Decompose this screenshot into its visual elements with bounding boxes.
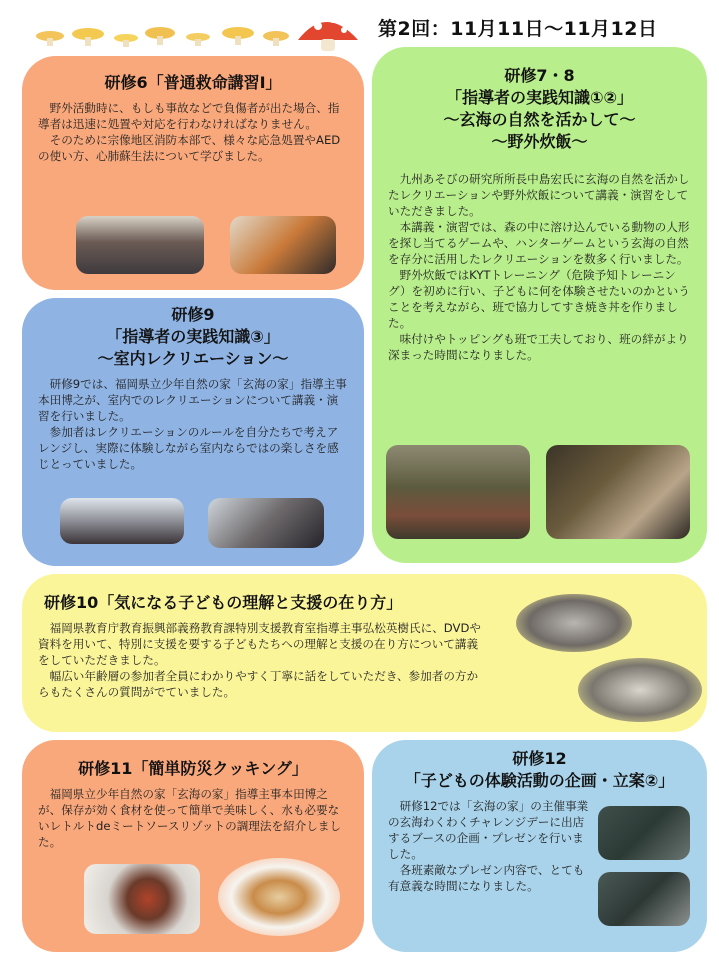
paragraph: 九州あそびの研究所所長中島宏氏に玄海の自然を活かしたレクリエーションや野外炊飯について講義・演習をしていただきました。	[388, 172, 690, 218]
title-line: 「指導者の実践知識①②」	[445, 88, 634, 107]
title-line: 「指導者の実践知識③」	[106, 327, 280, 346]
paragraph: そのために宗像地区消防本部で、様々な応急処置やAEDの使い方、心肺蘇生法について学びました。	[38, 133, 341, 163]
paragraph: 研修9では、福岡県立少年自然の家「玄海の家」指導主事本田博之が、室内でのレクリエーションについて講義・演習を行いました。	[38, 377, 347, 423]
session11-body	[22, 780, 364, 850]
session78-title	[372, 65, 707, 153]
presentation-photo-2	[598, 872, 690, 926]
title-line: 〜野外炊飯〜	[491, 132, 588, 151]
session9-body	[22, 370, 364, 472]
paragraph: 幅広い年齢層の参加者全員にわかりやすく丁寧に話をしていただき、参加者の方からもたくさんの質問がでていました。	[38, 669, 479, 699]
indoor-recreation-photo	[60, 498, 184, 544]
title-line: 研修9	[171, 305, 215, 324]
title-line: 研修12	[512, 749, 567, 768]
paragraph: 本講義・演習では、森の中に溶け込んでいる動物の人形を探し当てるゲームや、ハンターゲームという玄海の自然を存分に活用したレクリエーションを数多く行いました。	[388, 220, 690, 266]
paragraph: 福岡県立少年自然の家「玄海の家」指導主事本田博之が、保存が効く食材を使って簡単で美味しく、水も必要ないレトルトdeミートソースリゾットの調理法を紹介しました。	[38, 787, 342, 849]
session6-body	[22, 94, 364, 164]
lecture-hall-photo	[516, 594, 632, 652]
session9-card	[22, 298, 364, 566]
session9-title	[22, 304, 364, 370]
session11-title: 研修11「簡単防災クッキング」	[78, 759, 308, 778]
participants-photo	[578, 658, 702, 722]
cpr-lecture-photo	[76, 216, 204, 274]
mushroom-icon	[36, 15, 358, 51]
session10-title: 研修10「気になる子どもの理解と支援の在り方」	[44, 593, 403, 612]
mushroom-decoration	[28, 6, 368, 52]
title-line: 〜室内レクリエーション〜	[97, 349, 289, 368]
session78-card	[372, 47, 707, 563]
paragraph: 福岡県教育庁教育振興部義務教育課特別支援教育室指導主事弘松英樹氏に、DVDや資料を用いて、特別に支援を要する子どもたちへの理解と支援の在り方について講義をしていただきました。	[38, 621, 481, 667]
risotto-plate-photo	[218, 858, 340, 936]
paragraph: 各班素敵なプレゼン内容で、とても有意義な時間になりました。	[388, 863, 585, 893]
forest-game-photo	[386, 445, 530, 539]
session10-card	[22, 574, 707, 732]
title-line: 〜玄海の自然を活かして〜	[443, 110, 636, 129]
outdoor-cooking-photo	[546, 445, 690, 539]
session6-title: 研修6「普通救命講習Ⅰ」	[104, 73, 282, 92]
title-line: 研修7・8	[504, 66, 575, 85]
session78-body	[372, 153, 707, 363]
cpr-practice-photo	[230, 216, 336, 274]
paragraph: 野外活動時に、もしも事故などで負傷者が出た場合、指導者は迅速に処置や対応を行わなければなりません。	[38, 101, 340, 131]
session12-card	[372, 740, 707, 952]
session6-card	[22, 56, 364, 290]
cooking-pan-photo	[84, 864, 200, 934]
presentation-photo-1	[598, 806, 690, 860]
session11-card	[22, 740, 364, 952]
paragraph: 野外炊飯ではKYTトレーニング（危険予知トレーニング）を初めに行い、子どもに何を体験させたいのかということを考えながら、班で協力してすき焼き丼を作りました。	[388, 268, 690, 330]
session12-title	[372, 748, 707, 792]
paragraph: 味付けやトッピングも班で工夫しており、班の絆がより深まった時間になりました。	[388, 332, 689, 362]
title-line: 「子どもの体験活動の企画・立案②」	[404, 771, 675, 790]
paragraph: 参加者はレクリエーションのルールを自分たちで考えアレンジし、実際に体験しながら室内ならではの楽しさを感じとっていました。	[38, 425, 339, 471]
group-activity-photo	[208, 498, 324, 548]
paragraph: 研修12では「玄海の家」の主催事業の玄海わくわくチャレンジデーに出店するブースの企画・プレゼンを行いました。	[388, 799, 589, 861]
page-title: 第2回：11月11日〜11月12日	[378, 18, 658, 40]
